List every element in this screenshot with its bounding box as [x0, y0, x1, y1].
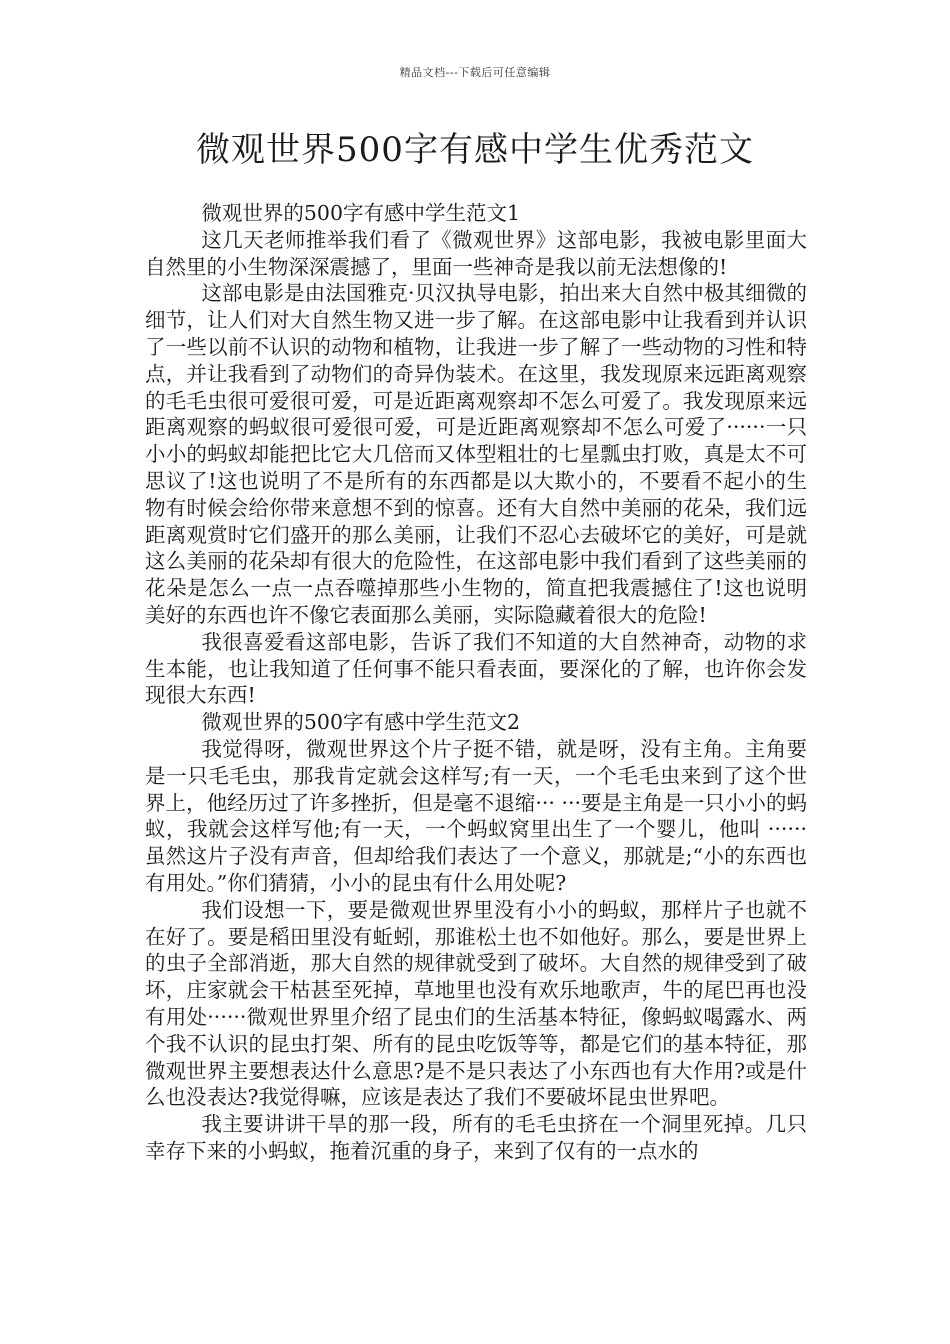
paragraph-drought: 我主要讲讲干旱的那一段，所有的毛毛虫挤在一个洞里死掉。几只幸存下来的小蚂蚁，拖着沉重的身子，来到了仅有的一点水的	[145, 1112, 807, 1163]
paragraph-imagine: 我们设想一下，要是微观世界里没有小小的蚂蚁，那样片子也就不在好了。要是稻田里没有蚯蚓，那谁松土也不如他好。那么，要是世界上的虫子全部消逝，那大自然的规律就受到了破坏。大自然的规律受到了破坏，庄家就会干枯甚至死掉，草地里也没有欢乐地歌声，牛的尾巴再也没有用处······微观世界里介绍了昆虫们的生活基本特征，像蚂蚁喝露水、两个我不认识的昆虫打架、所有的昆虫吃饭等等，都是它们的基本特征，那微观世界主要想表达什么意思?是不是只表达了小东西也有大作用?或是什么也没表达?我觉得嘛，应该是表达了我们不要破坏昆虫世界吧。	[145, 897, 807, 1110]
paragraph-film-details: 这部电影是由法国雅克·贝汉执导电影，拍出来大自然中极其细微的细节，让人们对大自然生物又进一步了解。在这部电影中让我看到并认识了一些以前不认识的动物和植物，让我进一步了解了一些动物的习性和特点，并让我看到了动物们的奇异伪装术。在这里，我发现原来远距离观察的毛毛虫很可爱很可爱，可是近距离观察却不怎么可爱了。我发现原来远距离观察的蚂蚁很可爱很可爱，可是近距离观察却不怎么可爱了······一只小小的蚂蚁却能把比它大几倍而又体型粗壮的七星瓢虫打败，真是太不可思议了!这也说明了不是所有的东西都是以大欺小的，不要看不起小的生物有时候会给你带来意想不到的惊喜。还有大自然中美丽的花朵，我们远距离观赏时它们盛开的那么美丽，让我们不忍心去破坏它的美好，可是就这么美丽的花朵却有很大的危险性，在这部电影中我们看到了这些美丽的花朵是怎么一点一点吞噬掉那些小生物的，简直把我震撼住了!这也说明美好的东西也许不像它表面那么美丽，实际隐藏着很大的危险!	[145, 281, 807, 627]
section-heading-2: 微观世界的500字有感中学生范文2	[201, 710, 521, 735]
paragraph-intro: 这几天老师推举我们看了《微观世界》这部电影，我被电影里面大自然里的小生物深深震撼了，里面一些神奇是我以前无法想像的!	[145, 227, 807, 279]
section-heading-1: 微观世界的500字有感中学生范文1	[201, 201, 521, 225]
header-note: 精品文档---下载后可任意编辑	[399, 66, 551, 79]
document-title: 微观世界500字有感中学生优秀范文	[196, 130, 754, 170]
paragraph-protagonist: 我觉得呀，微观世界这个片子挺不错，就是呀，没有主角。主角要是一只毛毛虫，那我肯定就会这样写;有一天，一个毛毛虫来到了这个世界上，他经历过了许多挫折，但是毫不退缩··· ···要是主角是一只小小的蚂蚁，我就会这样写他;有一天，一个蚂蚁窝里出生了一个婴儿，他叫 ······虽然这片子没有声音，但却给我们表达了一个意义，那就是;“小的东西也有用处。”你们猜猜，小小的昆虫有什么用处呢?	[145, 736, 807, 895]
paragraph-conclusion-1: 我很喜爱看这部电影，告诉了我们不知道的大自然神奇，动物的求生本能，也让我知道了任何事不能只看表面，要深化的了解，也许你会发现很大东西!	[145, 629, 807, 708]
document-body	[145, 200, 807, 1165]
